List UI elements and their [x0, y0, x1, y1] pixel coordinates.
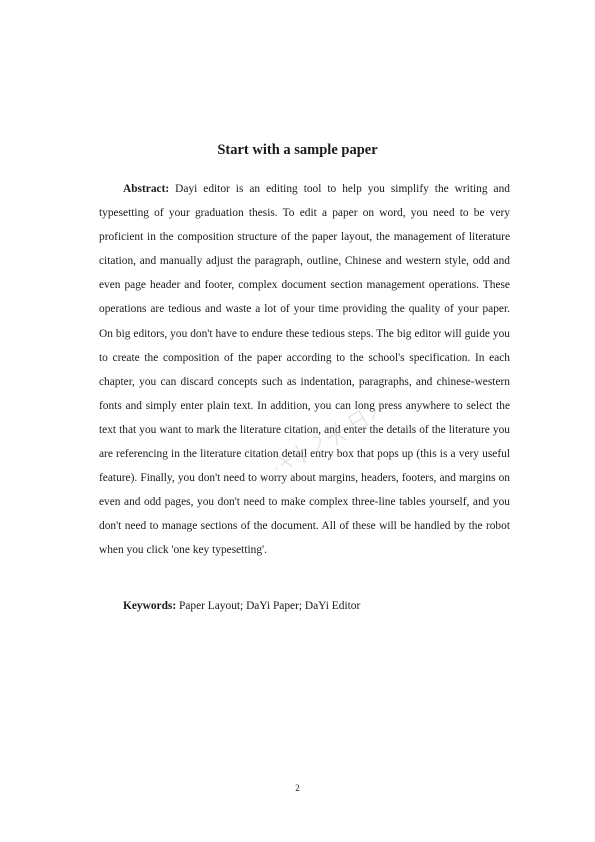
abstract-label: Abstract:	[123, 183, 170, 195]
abstract-text: Dayi editor is an editing tool to help you simplify the writing and typesetting of your graduation thesis. To edit a paper on word, you need to be very proficient in the composition structure of the paper layout, the management of literature citation, and manually adjust the paragraph, outline, Chinese and western style, odd and even page header and footer, complex document section management operations. These operations are tedious and waste a lot of your time providing the quality of your paper. On big editors, you don't have to endure these tedious steps. The big editor will guide you to create the composition of the paper according to the school's specification. In each chapter, you can discard concepts such as indentation, paragraphs, and chinese-western fonts and simply enter plain text. In addition, you can long press anywhere to select the text that you want to mark the literature citation, and enter the details of the literature you are referencing in the literature citation detail entry box that pops up (this is a very useful feature). Finally, you don't need to worry about margins, headers, footers, and margins on even and odd pages, you don't need to make complex three-line tables yourself, and you don't need to manage sections of the document. All of these will be handled by the robot when you click 'one key typesetting'.	[99, 183, 510, 557]
abstract-paragraph	[99, 177, 510, 563]
keywords-paragraph	[99, 598, 510, 614]
paper-title: Start with a sample paper	[217, 142, 378, 158]
keywords-label: Keywords:	[123, 600, 177, 612]
page-number: 2	[295, 783, 300, 793]
keywords-text: Paper Layout; DaYi Paper; DaYi Editor	[176, 600, 361, 612]
